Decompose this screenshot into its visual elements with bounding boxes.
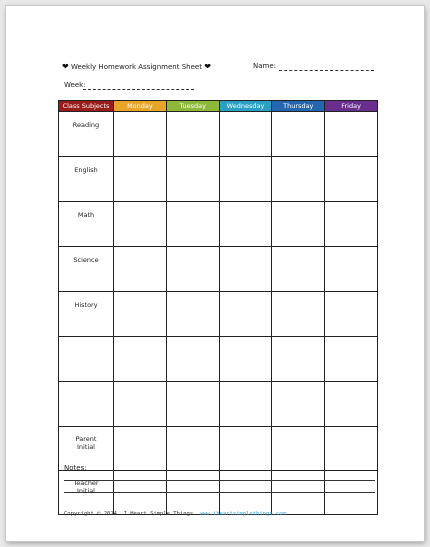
assignment-cell[interactable] xyxy=(272,292,325,337)
table-row xyxy=(59,337,378,382)
row-label: History xyxy=(59,292,114,337)
assignment-cell[interactable] xyxy=(325,202,378,247)
table-row xyxy=(59,112,378,157)
sheet-title-text: Weekly Homework Assignment Sheet xyxy=(70,63,202,71)
table-row xyxy=(59,382,378,427)
column-header-thursday: Thursday xyxy=(272,101,325,112)
assignment-cell[interactable] xyxy=(325,427,378,471)
table-body xyxy=(59,112,378,515)
row-label-line: Initial xyxy=(77,443,95,451)
table-header-row xyxy=(59,101,378,112)
assignment-cell[interactable] xyxy=(166,202,219,247)
row-label: Reading xyxy=(59,112,114,157)
assignment-cell[interactable] xyxy=(272,112,325,157)
assignment-cell[interactable] xyxy=(272,247,325,292)
assignment-cell[interactable] xyxy=(114,382,167,427)
assignment-cell[interactable] xyxy=(219,157,272,202)
row-label: Science xyxy=(59,247,114,292)
row-label-line: Initial xyxy=(77,487,95,495)
assignment-cell[interactable] xyxy=(166,292,219,337)
name-label: Name: xyxy=(253,62,277,70)
notes-line[interactable] xyxy=(64,492,375,493)
notes-line[interactable] xyxy=(64,480,375,481)
row-label: English xyxy=(59,157,114,202)
assignment-cell[interactable] xyxy=(272,427,325,471)
assignment-cell[interactable] xyxy=(219,247,272,292)
column-header-wednesday: Wednesday xyxy=(219,101,272,112)
assignment-cell[interactable] xyxy=(114,337,167,382)
column-header-tuesday: Tuesday xyxy=(166,101,219,112)
assignment-cell[interactable] xyxy=(272,337,325,382)
assignment-cell[interactable] xyxy=(114,202,167,247)
assignment-cell[interactable] xyxy=(325,337,378,382)
table-row xyxy=(59,427,378,471)
assignment-cell[interactable] xyxy=(219,337,272,382)
row-label xyxy=(59,337,114,382)
column-header-subjects: Class Subjects xyxy=(59,101,114,112)
assignment-cell[interactable] xyxy=(114,427,167,471)
week-field-line[interactable] xyxy=(83,89,194,90)
assignment-cell[interactable] xyxy=(219,382,272,427)
assignment-cell[interactable] xyxy=(325,112,378,157)
heart-icon: ❤ xyxy=(62,62,69,71)
row-label-line: Teacher xyxy=(73,479,99,487)
assignment-cell[interactable] xyxy=(219,292,272,337)
website-link[interactable]: www.iheartsimplethings.com xyxy=(199,511,286,517)
table-row xyxy=(59,202,378,247)
assignment-cell[interactable] xyxy=(325,247,378,292)
homework-table xyxy=(58,100,378,515)
week-label: Week: xyxy=(64,81,86,89)
copyright-text: Copyright © 2014. I Heart Simple Things. xyxy=(64,511,197,517)
row-label: Math xyxy=(59,202,114,247)
assignment-cell[interactable] xyxy=(166,382,219,427)
assignment-cell[interactable] xyxy=(272,382,325,427)
column-header-friday: Friday xyxy=(325,101,378,112)
table-row xyxy=(59,247,378,292)
assignment-cell[interactable] xyxy=(166,247,219,292)
column-header-monday: Monday xyxy=(114,101,167,112)
assignment-cell[interactable] xyxy=(166,112,219,157)
table-row xyxy=(59,292,378,337)
assignment-cell[interactable] xyxy=(114,292,167,337)
assignment-cell[interactable] xyxy=(325,157,378,202)
name-field-line[interactable] xyxy=(279,70,374,71)
sheet-title xyxy=(62,62,211,71)
assignment-cell[interactable] xyxy=(166,337,219,382)
assignment-cell[interactable] xyxy=(272,157,325,202)
assignment-cell[interactable] xyxy=(325,382,378,427)
assignment-cell[interactable] xyxy=(219,427,272,471)
assignment-cell[interactable] xyxy=(114,112,167,157)
notes-label: Notes: xyxy=(64,464,87,472)
row-label-line: Parent xyxy=(75,435,97,443)
assignment-cell[interactable] xyxy=(219,202,272,247)
heart-icon: ❤ xyxy=(204,62,211,71)
assignment-cell[interactable] xyxy=(272,202,325,247)
footer xyxy=(64,511,286,517)
worksheet-page xyxy=(6,6,424,541)
assignment-cell[interactable] xyxy=(166,157,219,202)
assignment-cell[interactable] xyxy=(114,157,167,202)
table-row xyxy=(59,157,378,202)
assignment-cell[interactable] xyxy=(114,247,167,292)
assignment-cell[interactable] xyxy=(166,427,219,471)
row-label xyxy=(59,382,114,427)
assignment-cell[interactable] xyxy=(325,292,378,337)
assignment-cell[interactable] xyxy=(219,112,272,157)
